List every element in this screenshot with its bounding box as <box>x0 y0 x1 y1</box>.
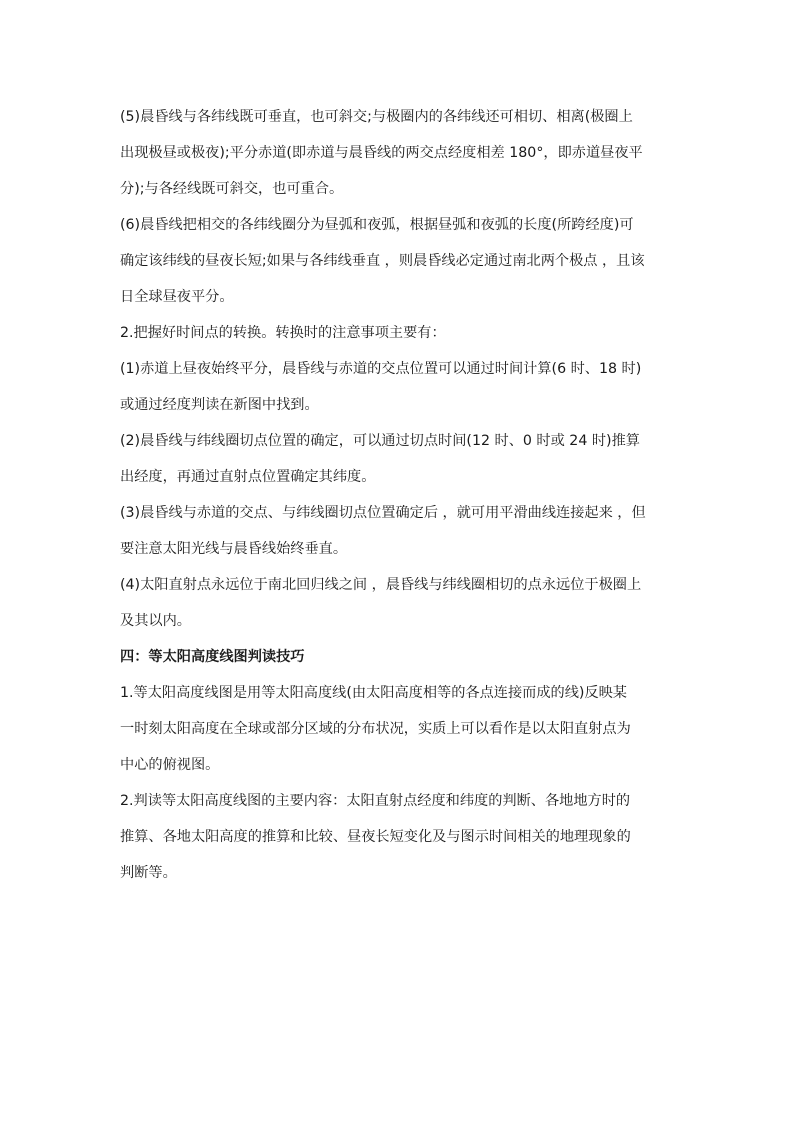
text-line: 出经度，再通过直射点位置确定其纬度。 <box>120 469 376 485</box>
text-line: 2.判读等太阳高度线图的主要内容：太阳直射点经度和纬度的判断、各地地方时的 <box>120 793 631 809</box>
text-line: (4)太阳直射点永远位于南北回归线之间 ，晨昏线与纬线圈相切的点永远位于极圈上 <box>120 577 642 593</box>
text-line: 或通过经度判读在新图中找到。 <box>120 397 319 413</box>
section-heading-4 <box>120 644 680 680</box>
text-line: (3)晨昏线与赤道的交点、与纬线圈切点位置确定后 ，就可用平滑曲线连接起来 ，但 <box>120 505 646 521</box>
text-line: (6)晨昏线把相交的各纬线圈分为昼弧和夜弧，根据昼弧和夜弧的长度(所跨经度)可 <box>120 217 634 233</box>
paragraph-q1 <box>120 680 680 788</box>
text-line: 及其以内。 <box>120 613 191 629</box>
text-line: 要注意太阳光线与晨昏线始终垂直。 <box>120 541 348 557</box>
paragraph-2 <box>120 320 680 356</box>
text-line: 推算、各地太阳高度的推算和比较、昼夜长短变化及与图示时间相关的地理现象的 <box>120 829 631 845</box>
text-line: (2)晨昏线与纬线圈切点位置的确定，可以通过切点时间(12 时、0 时或 24 时)推算 <box>120 433 640 449</box>
text-line: 1.等太阳高度线图是用等太阳高度线(由太阳高度相等的各点连接而成的线)反映某 <box>120 685 627 701</box>
text-line: 分);与各经线既可斜交，也可重合。 <box>120 181 344 197</box>
text-line: (1)赤道上昼夜始终平分，晨昏线与赤道的交点位置可以通过时间计算(6 时、18 时) <box>120 361 642 377</box>
document-body <box>120 104 680 896</box>
paragraph-6 <box>120 212 680 320</box>
paragraph-5 <box>120 104 680 212</box>
text-line: 判断等。 <box>120 865 177 881</box>
text-line: 出现极昼或极夜);平分赤道(即赤道与晨昏线的两交点经度相差 180°，即赤道昼夜平 <box>120 145 643 161</box>
paragraph-q2 <box>120 788 680 896</box>
section-heading: 四：等太阳高度线图判读技巧 <box>120 649 305 665</box>
text-line: (5)晨昏线与各纬线既可垂直，也可斜交;与极圈内的各纬线还可相切、相离(极圈上 <box>120 109 633 125</box>
paragraph-2-3 <box>120 500 680 572</box>
text-line: 中心的俯视图。 <box>120 757 220 773</box>
paragraph-2-1 <box>120 356 680 428</box>
text-line: 日全球昼夜平分。 <box>120 289 234 305</box>
text-line: 一时刻太阳高度在全球或部分区域的分布状况，实质上可以看作是以太阳直射点为 <box>120 721 631 737</box>
text-line: 2.把握好时间点的转换。转换时的注意事项主要有： <box>120 325 446 341</box>
text-line: 确定该纬线的昼夜长短;如果与各纬线垂直 ，则晨昏线必定通过南北两个极点 ，且该 <box>120 253 645 269</box>
paragraph-2-2 <box>120 428 680 500</box>
paragraph-2-4 <box>120 572 680 644</box>
